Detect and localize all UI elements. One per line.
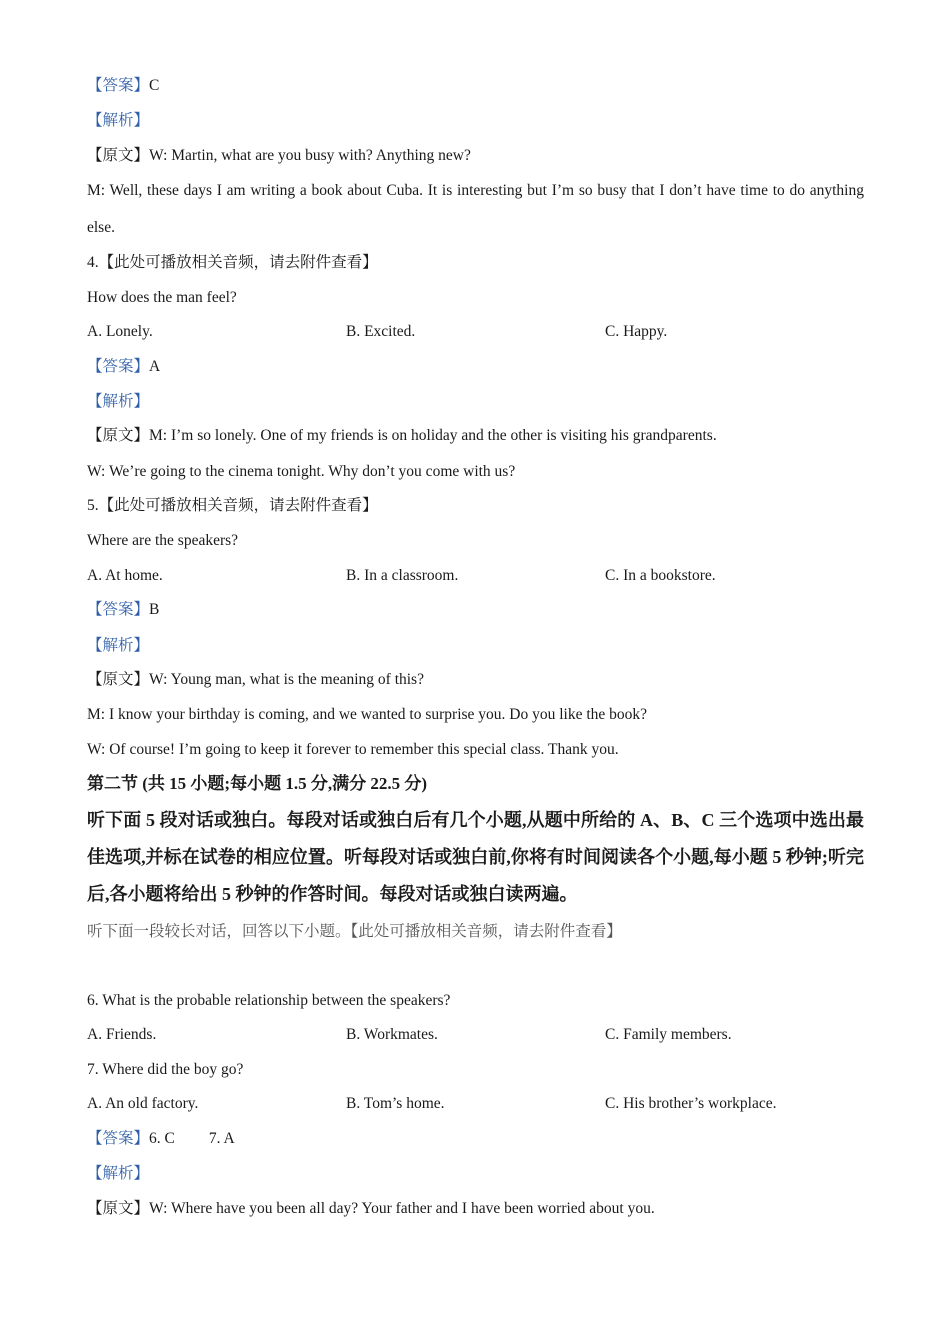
audio-note: 【此处可播放相关音频，请去附件查看】 — [98, 254, 378, 271]
option-b-q7: B. Tom’s home. — [346, 1095, 445, 1112]
transcript-line-q6-7 — [87, 1199, 864, 1219]
transcript-text: W: Where have you been all day? Your father and I have been worried about you. — [149, 1200, 655, 1217]
option-c-q7: C. His brother’s workplace. — [605, 1095, 777, 1112]
answer-line-q6-7 — [87, 1129, 864, 1149]
transcript-line-q4 — [87, 426, 864, 446]
question-number: 5. — [87, 497, 99, 514]
analysis-tag: 【解析】 — [87, 1165, 150, 1182]
transcript-text: M: I’m so lonely. One of my friends is on holiday and the other is visiting his grandparents. — [149, 427, 717, 444]
analysis-line-q4 — [87, 392, 864, 412]
analysis-line-q5 — [87, 636, 864, 656]
analysis-tag: 【解析】 — [87, 112, 150, 129]
question-header-q5 — [87, 496, 864, 516]
option-a-q7: A. An old factory. — [87, 1095, 199, 1112]
section-heading: 第二节 (共 15 小题;每小题 1.5 分,满分 22.5 分) — [87, 774, 427, 793]
transcript-line-q5-2: M: I know your birthday is coming, and we wanted to surprise you. Do you like the book? — [87, 706, 648, 723]
option-c-q4: C. Happy. — [605, 323, 668, 340]
transcript-line-q5 — [87, 670, 864, 690]
answer-value: C — [149, 77, 160, 94]
analysis-tag: 【解析】 — [87, 637, 150, 654]
answer-value: B — [149, 601, 160, 618]
section-instructions: 听下面 5 段对话或独白。每段对话或独白后有几个小题,从题中所给的 A、B、C 三个选项中选出最佳选项,并标在试卷的相应位置。听每段对话或独白前,你将有时间阅读各个小题,每小题 5 秒钟;听完后,各小题将给出 5 秒钟的作答时间。每段对话或独白读两遍。 — [87, 810, 864, 904]
analysis-line-q3 — [87, 111, 864, 131]
answer-line-q5 — [87, 600, 864, 620]
analysis-tag: 【解析】 — [87, 393, 150, 410]
question-text-q7: 7. Where did the boy go? — [87, 1061, 244, 1078]
analysis-line-q6-7 — [87, 1164, 864, 1184]
transcript-line-q4-2: W: We’re going to the cinema tonight. Why don’t you come with us? — [87, 463, 516, 480]
transcript-tag: 【原文】 — [87, 671, 150, 688]
transcript-paragraph-q3: M: Well, these days I am writing a book about Cuba. It is interesting but I’m so busy that I don’t have time to do anything else. — [87, 182, 864, 236]
option-c-q5: C. In a bookstore. — [605, 567, 716, 584]
option-b-q4: B. Excited. — [346, 323, 416, 340]
option-a-q5: A. At home. — [87, 567, 163, 584]
answer-value-6: 6. C — [149, 1130, 175, 1147]
answer-tag: 【答案】 — [87, 77, 150, 94]
answer-value: A — [149, 358, 161, 375]
transcript-text: W: Martin, what are you busy with? Anything new? — [149, 147, 471, 164]
option-b-q5: B. In a classroom. — [346, 567, 459, 584]
option-b-q6: B. Workmates. — [346, 1026, 438, 1043]
dialog-note: 听下面一段较长对话，回答以下小题。【此处可播放相关音频，请去附件查看】 — [87, 923, 622, 940]
transcript-line-q3 — [87, 146, 864, 166]
answer-line-q3 — [87, 76, 864, 96]
question-text-q5: Where are the speakers? — [87, 532, 239, 549]
transcript-tag: 【原文】 — [87, 427, 150, 444]
answer-tag: 【答案】 — [87, 1130, 150, 1147]
transcript-line-q5-3: W: Of course! I’m going to keep it forever to remember this special class. Thank you. — [87, 741, 619, 758]
transcript-tag: 【原文】 — [87, 1200, 150, 1217]
question-text-q4: How does the man feel? — [87, 289, 237, 306]
question-header-q4 — [87, 253, 864, 273]
option-a-q4: A. Lonely. — [87, 323, 153, 340]
transcript-tag: 【原文】 — [87, 147, 150, 164]
transcript-text: W: Young man, what is the meaning of this? — [149, 671, 424, 688]
option-a-q6: A. Friends. — [87, 1026, 157, 1043]
answer-tag: 【答案】 — [87, 601, 150, 618]
answer-tag: 【答案】 — [87, 358, 150, 375]
question-text-q6: 6. What is the probable relationship between the speakers? — [87, 992, 451, 1009]
audio-note: 【此处可播放相关音频，请去附件查看】 — [98, 497, 378, 514]
option-c-q6: C. Family members. — [605, 1026, 732, 1043]
answer-line-q4 — [87, 357, 864, 377]
answer-value-7: 7. A — [208, 1130, 235, 1147]
question-number: 4. — [87, 254, 99, 271]
